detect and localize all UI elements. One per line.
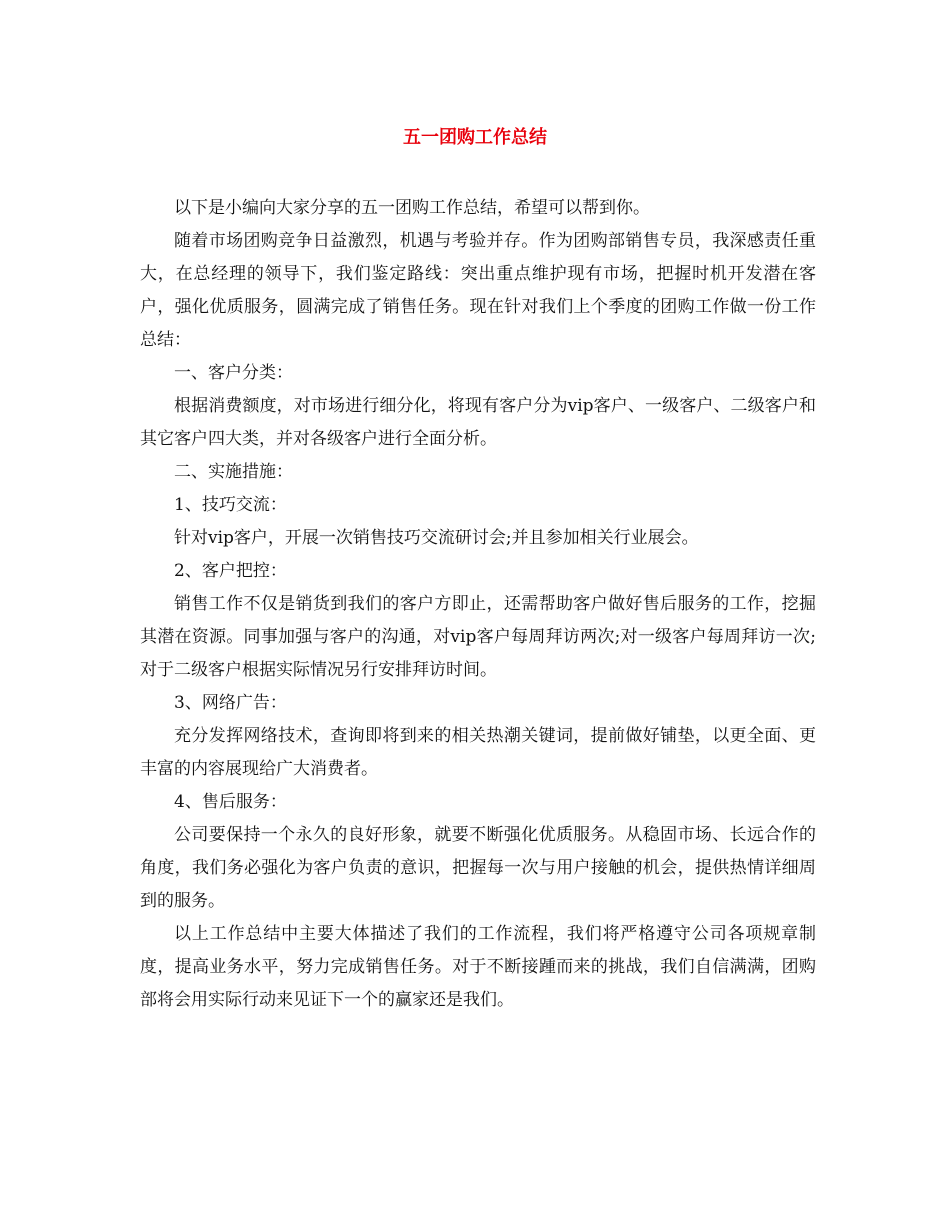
intro-paragraph: 以下是小编向大家分享的五一团购工作总结，希望可以帮到你。 xyxy=(174,198,650,218)
subheading-online-ads: 3、网络广告： xyxy=(174,693,287,713)
conclusion-paragraph: 以上工作总结中主要大体描述了我们的工作流程，我们将严格遵守公司各项规章制度，提高业务水平，努力完成销售任务。对于不断接踵而来的挑战，我们自信满满，团购部将会用实际行动来见证下一个的赢家还是我们。 xyxy=(140,924,816,1010)
subheading-customer-control: 2、客户把控： xyxy=(174,561,287,581)
section-heading-customer-classification: 一、客户分类： xyxy=(174,363,293,383)
subheading-after-sales: 4、售后服务： xyxy=(174,792,287,812)
customer-classification-paragraph: 根据消费额度，对市场进行细分化，将现有客户分为vip客户、一级客户、二级客户和其它客户四大类，并对各级客户进行全面分析。 xyxy=(140,396,816,449)
subheading-skill-exchange: 1、技巧交流： xyxy=(174,495,287,515)
document-body xyxy=(140,192,816,1017)
skill-exchange-paragraph: 针对vip客户，开展一次销售技巧交流研讨会;并且参加相关行业展会。 xyxy=(174,528,699,548)
customer-control-paragraph: 销售工作不仅是销货到我们的客户方即止，还需帮助客户做好售后服务的工作，挖掘其潜在资源。同事加强与客户的沟通，对vip客户每周拜访两次;对一级客户每周拜访一次;对于二级客户根据实际情况另行安排拜访时间。 xyxy=(140,594,816,680)
after-sales-paragraph: 公司要保持一个永久的良好形象，就要不断强化优质服务。从稳固市场、长远合作的角度，我们务必强化为客户负责的意识，把握每一次与用户接触的机会，提供热情详细周到的服务。 xyxy=(140,825,816,911)
online-ads-paragraph: 充分发挥网络技术，查询即将到来的相关热潮关键词，提前做好铺垫，以更全面、更丰富的内容展现给广大消费者。 xyxy=(140,726,816,779)
section-heading-measures: 二、实施措施： xyxy=(174,462,293,482)
document-title: 五一团购工作总结 xyxy=(403,127,547,148)
background-paragraph: 随着市场团购竞争日益激烈，机遇与考验并存。作为团购部销售专员，我深感责任重大，在总经理的领导下，我们鉴定路线：突出重点维护现有市场，把握时机开发潜在客户，强化优质服务，圆满完成了销售任务。现在针对我们上个季度的团购工作做一份工作总结： xyxy=(140,231,816,350)
